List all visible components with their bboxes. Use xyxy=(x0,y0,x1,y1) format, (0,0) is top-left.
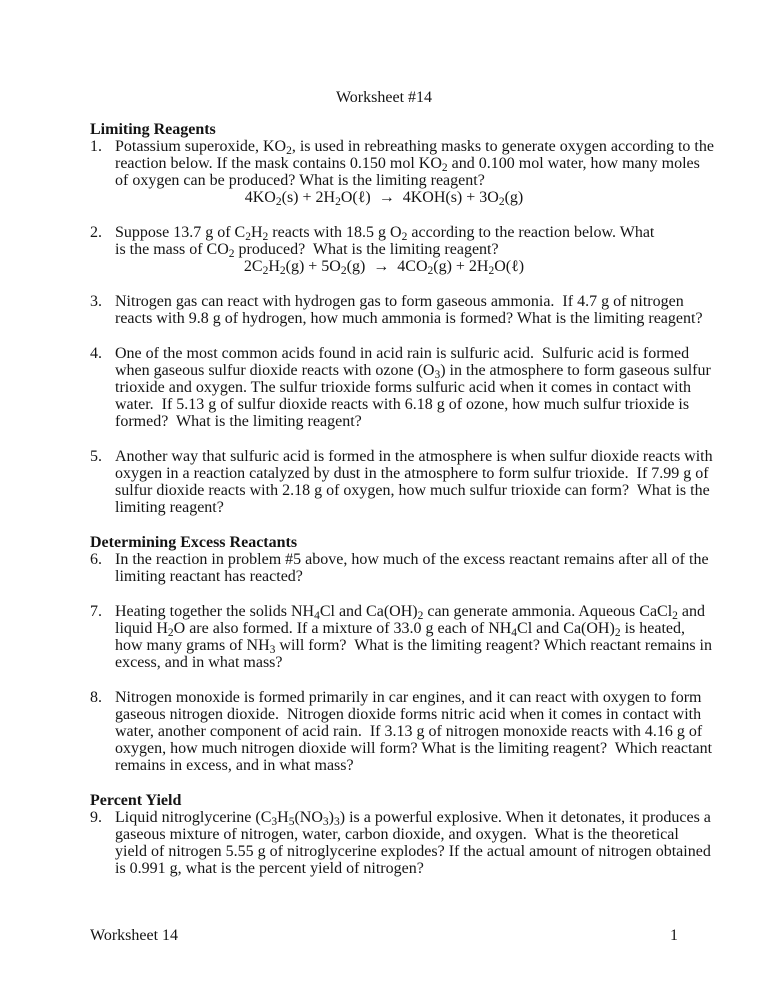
problem-body xyxy=(115,551,709,585)
problem-item xyxy=(90,809,711,877)
problem-text-line: remains in excess, and in what mass? xyxy=(115,757,354,774)
problem-item xyxy=(90,138,714,208)
section-heading: Determining Excess Reactants xyxy=(90,534,298,551)
problem-number: 3. xyxy=(90,293,102,310)
problem-number: 4. xyxy=(90,345,102,362)
problem-text-line: liquid $H_2O$ are also formed. If a mixture of 33.0 g each of $NH_4Cl$ and $Ca(OH)_2$ is heated, xyxy=(115,620,685,639)
problem-text-line: excess, and in what mass? xyxy=(115,654,283,671)
problem-item xyxy=(90,551,709,585)
page-footer xyxy=(90,927,678,944)
problem-text-line: of oxygen can be produced? What is the limiting reagent? xyxy=(115,172,485,189)
problem-text-line: gaseous mixture of nitrogen, water, carbon dioxide, and oxygen. What is the theoretical xyxy=(115,826,679,843)
problem-number: 7. xyxy=(90,603,102,620)
problem-text-line: how many grams of $NH_3$ will form? What is the limiting reagent? Which reactant remains in xyxy=(115,637,712,656)
problem-body xyxy=(115,224,678,275)
problem-text-line: sulfur dioxide reacts with 2.18 g of oxygen, how much sulfur trioxide can form? What is the xyxy=(115,482,710,499)
problem-text-line: trioxide and oxygen. The sulfur trioxide forms sulfuric acid when it comes in contact with xyxy=(115,379,692,396)
problem-item xyxy=(90,448,713,516)
problem-text-line: is 0.991 g, what is the percent yield of nitrogen? xyxy=(115,860,424,877)
problem-number: 8. xyxy=(90,689,102,706)
problem-text-line: Nitrogen monoxide is formed primarily in car engines, and it can react with oxygen to form xyxy=(115,689,702,706)
problem-body xyxy=(115,689,713,774)
problem-text-line: water. If 5.13 g of sulfur dioxide reacts with 6.18 g of ozone, how much sulfur trioxide is xyxy=(115,396,690,413)
problem-text-line: gaseous nitrogen dioxide. Nitrogen dioxide forms nitric acid when it comes in contact with xyxy=(115,706,702,723)
problem-text-line: water, another component of acid rain. If 3.13 g of nitrogen monoxide reacts with 4.16 g of xyxy=(115,723,703,740)
footer-page-number: 1 xyxy=(670,927,678,944)
problem-text-line: Liquid nitroglycerine $(C_3H_5(NO_3)_3)$ is a powerful explosive. When it detonates, it produces a xyxy=(115,809,711,828)
problem-body xyxy=(115,448,713,516)
problem-number: 5. xyxy=(90,448,102,465)
problem-text-line: Potassium superoxide, $KO_2$, is used in rebreathing masks to generate oxygen according to the xyxy=(115,138,714,157)
problem-item xyxy=(90,603,712,671)
problem-text-line: Suppose 13.7 g of $C_2H_2$ reacts with 18.5 g $O_2$ according to the reaction below. What xyxy=(115,224,655,243)
problem-text-line: Nitrogen gas can react with hydrogen gas to form gaseous ammonia. If 4.7 g of nitrogen xyxy=(115,293,684,310)
chemical-equation: $4KO_2(s)$ + $2H_2O(\ell) \to 4KOH(s) + 3O_2(g)$ xyxy=(244,189,524,208)
section-heading: Limiting Reagents xyxy=(90,121,216,138)
section-heading: Percent Yield xyxy=(90,792,182,809)
problem-text-line: formed? What is the limiting reagent? xyxy=(115,413,362,430)
page-title: Worksheet #14 xyxy=(335,89,433,106)
problem-body xyxy=(115,345,711,430)
problem-body xyxy=(115,293,703,327)
problem-text-line: In the reaction in problem #5 above, how much of the excess reactant remains after all of the xyxy=(115,551,709,568)
problem-text-line: limiting reagent? xyxy=(115,499,224,516)
problem-number: 6. xyxy=(90,551,102,568)
problem-text-line: reaction below. If the mask contains 0.150 mol $KO_2$ and 0.100 mol water, how many moles xyxy=(115,155,700,174)
problem-number: 2. xyxy=(90,224,102,241)
problem-text-line: limiting reactant has reacted? xyxy=(115,568,303,585)
problem-number: 9. xyxy=(90,809,102,826)
problem-body xyxy=(115,809,711,877)
document-content xyxy=(90,121,714,877)
footer-document-name: Worksheet 14 xyxy=(90,927,179,944)
problem-text-line: reacts with 9.8 g of hydrogen, how much ammonia is formed? What is the limiting reagent? xyxy=(115,310,703,327)
problem-item xyxy=(90,345,711,430)
problem-number: 1. xyxy=(90,138,102,155)
problem-item xyxy=(90,689,713,774)
chemical-equation: $2C_2H_2(g) + 5O_2(g) \to 4CO_2(g)$ + $2H_2O(\ell)$ xyxy=(243,258,525,277)
problem-item xyxy=(90,224,678,275)
problem-text-line: One of the most common acids found in acid rain is sulfuric acid. Sulfuric acid is formed xyxy=(115,345,690,362)
problem-body xyxy=(115,138,714,208)
problem-body xyxy=(115,603,712,671)
problem-text-line: Another way that sulfuric acid is formed in the atmosphere is when sulfur dioxide reacts with xyxy=(115,448,713,465)
problem-text-line: Heating together the solids $NH_4Cl$ and $Ca(OH)_2$ can generate ammonia. Aqueous CaCl$_2$ and xyxy=(115,603,706,622)
problem-text-line: when gaseous sulfur dioxide reacts with ozone $(O_3)$ in the atmosphere to form gaseous sulfur xyxy=(115,362,711,381)
problem-item xyxy=(90,293,703,327)
problem-text-line: oxygen in a reaction catalyzed by dust in the atmosphere to form sulfur trioxide. If 7.99 g of xyxy=(115,465,709,482)
problem-text-line: is the mass of $CO_2$ produced? What is the limiting reagent? xyxy=(115,241,499,260)
problem-text-line: yield of nitrogen 5.55 g of nitroglycerine explodes? If the actual amount of nitrogen obtained xyxy=(115,843,711,860)
problem-text-line: oxygen, how much nitrogen dioxide will form? What is the limiting reagent? Which reactant xyxy=(115,740,713,757)
